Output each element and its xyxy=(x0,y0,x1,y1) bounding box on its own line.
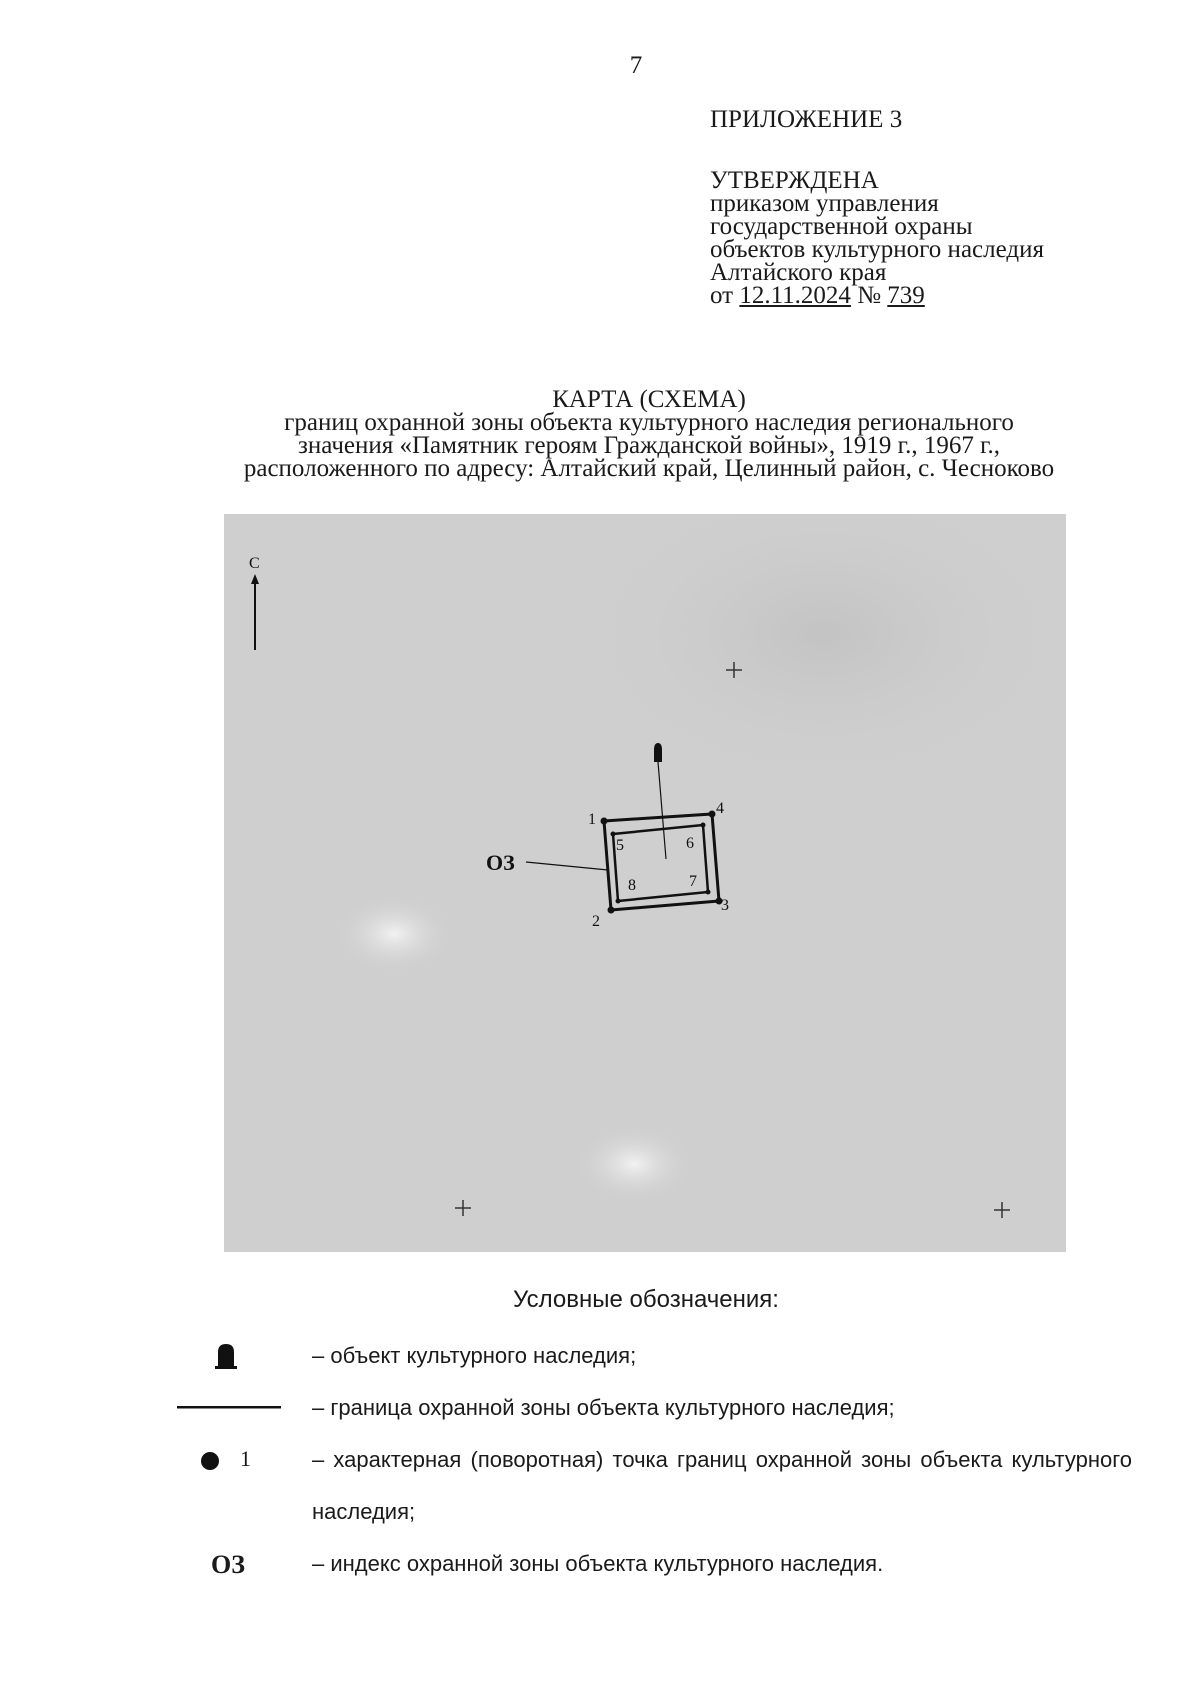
approved-by-line: государственной охраны xyxy=(710,213,973,240)
point-label: 3 xyxy=(721,897,729,914)
legend-text: – характерная (поворотная) точка границ охранной зоны объекта культурного наследия; xyxy=(312,1447,1132,1524)
boundary-point xyxy=(706,890,711,895)
order-number: 739 xyxy=(887,282,925,309)
point-label: 4 xyxy=(716,800,724,817)
map-image xyxy=(224,514,1066,1252)
appendix-label: ПРИЛОЖЕНИЕ 3 xyxy=(710,106,903,133)
line-icon xyxy=(177,1406,281,1410)
map-subtitle-line: границ охранной зоны объекта культурного наследия регионального xyxy=(284,409,1014,436)
point-label: 6 xyxy=(686,835,694,852)
legend-item xyxy=(0,1434,1200,1538)
order-prefix: от xyxy=(710,282,734,309)
boundary-point xyxy=(701,823,706,828)
point-symbol-label: 1 xyxy=(240,1446,251,1471)
boundary-point xyxy=(709,811,716,818)
point-label: 2 xyxy=(592,913,600,930)
legend-item xyxy=(0,1382,1200,1434)
approved-by-line: объектов культурного наследия xyxy=(710,236,1044,263)
north-label: С xyxy=(249,555,260,572)
order-date: 12.11.2024 xyxy=(739,282,851,309)
zone-index-symbol: ОЗ xyxy=(211,1550,245,1579)
approval-block xyxy=(710,108,1044,307)
approved-label: УТВЕРЖДЕНА xyxy=(710,167,879,194)
monument-icon xyxy=(654,743,662,762)
point-label: 8 xyxy=(628,877,636,894)
monument-icon xyxy=(214,1342,238,1370)
legend-title: Условные обозначения: xyxy=(513,1286,779,1313)
terrain-highlight xyxy=(334,894,454,974)
point-label: 1 xyxy=(588,811,596,828)
map-subtitle-line: расположенного по адресу: Алтайский край, Целинный район, с. Чесноково xyxy=(243,455,1055,482)
boundary-point xyxy=(601,818,608,825)
order-line xyxy=(710,284,1044,307)
point-icon xyxy=(200,1451,220,1471)
page-number: 7 xyxy=(629,52,643,79)
zone-label: ОЗ xyxy=(486,850,515,875)
approved-by-line: Алтайского края xyxy=(710,259,887,286)
terrain-highlight xyxy=(574,1124,694,1204)
legend-item xyxy=(0,1538,1200,1590)
boundary-point xyxy=(608,907,615,914)
order-number-sign: № xyxy=(857,282,882,309)
legend-item xyxy=(0,1330,1200,1382)
point-label: 7 xyxy=(689,873,697,890)
legend-text: – индекс охранной зоны объекта культурного наследия. xyxy=(312,1551,884,1576)
legend-text: – объект культурного наследия; xyxy=(312,1343,637,1368)
approved-by-line: приказом управления xyxy=(710,190,939,217)
map-title: КАРТА (СХЕМА) xyxy=(552,386,746,413)
legend-text: – граница охранной зоны объекта культурного наследия; xyxy=(312,1395,895,1420)
boundary-point xyxy=(611,832,616,837)
map-subtitle-line: значения «Памятник героям Гражданской войны», 1919 г., 1967 г., xyxy=(297,432,1001,459)
point-label: 5 xyxy=(616,837,624,854)
boundary-point xyxy=(616,899,621,904)
map-title-block xyxy=(0,388,1200,480)
